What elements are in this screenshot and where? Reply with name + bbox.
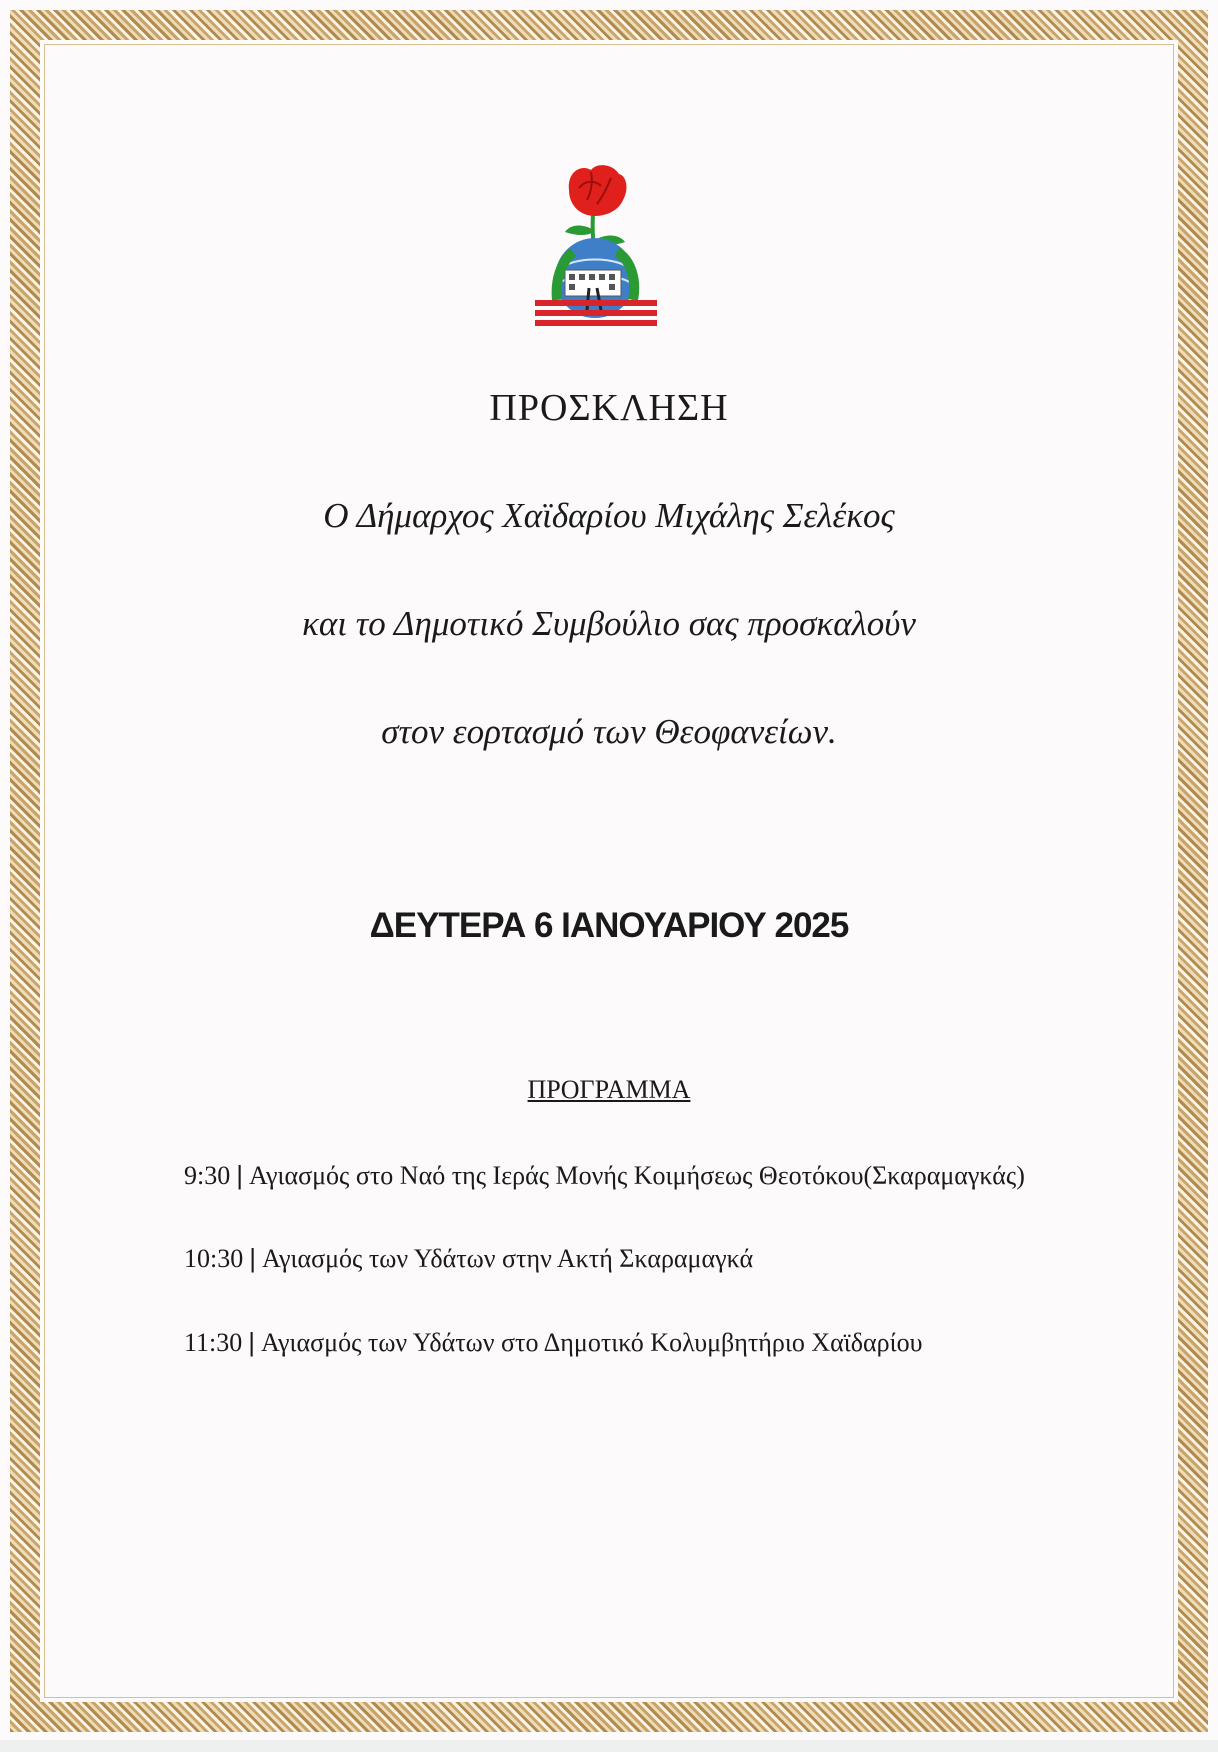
invitation-title: ΠΡΟΣΚΛΗΣΗ bbox=[489, 387, 729, 429]
schedule-separator: | bbox=[236, 1160, 243, 1190]
schedule-time: 11:30 bbox=[184, 1328, 243, 1357]
schedule-item bbox=[184, 1327, 922, 1358]
schedule-text: Αγιασμός των Υδάτων στην Ακτή Σκαραμαγκά bbox=[262, 1244, 754, 1273]
schedule-time: 10:30 bbox=[184, 1244, 244, 1273]
invitation-line-mayor: Ο Δήμαρχος Χαϊδαρίου Μιχάλης Σελέκος bbox=[323, 496, 895, 535]
schedule-separator: | bbox=[248, 1327, 256, 1357]
schedule-text: Αγιασμός των Υδάτων στο Δημοτικό Κολυμβητήριο Χαϊδαρίου bbox=[261, 1328, 923, 1357]
schedule-time: 9:30 bbox=[184, 1161, 231, 1190]
schedule-separator: | bbox=[249, 1243, 256, 1273]
invitation-line-celebration: στον εορτασμό των Θεοφανείων. bbox=[381, 712, 837, 751]
invitation-line-council: και το Δημοτικό Συμβούλιο σας προσκαλούν bbox=[302, 604, 916, 643]
program-heading: ΠΡΟΓΡΑΜΜΑ bbox=[527, 1075, 691, 1104]
schedule-item bbox=[184, 1243, 753, 1274]
event-date: ΔΕΥΤΕΡΑ 6 ΙΑΝΟΥΑΡΙΟΥ 2025 bbox=[369, 906, 849, 945]
schedule-item bbox=[184, 1160, 1025, 1191]
schedule-text: Αγιασμός στο Ναό της Ιεράς Μονής Κοιμήσεως Θεοτόκου(Σκαραμαγκάς) bbox=[249, 1161, 1025, 1190]
municipality-logo bbox=[531, 160, 661, 332]
